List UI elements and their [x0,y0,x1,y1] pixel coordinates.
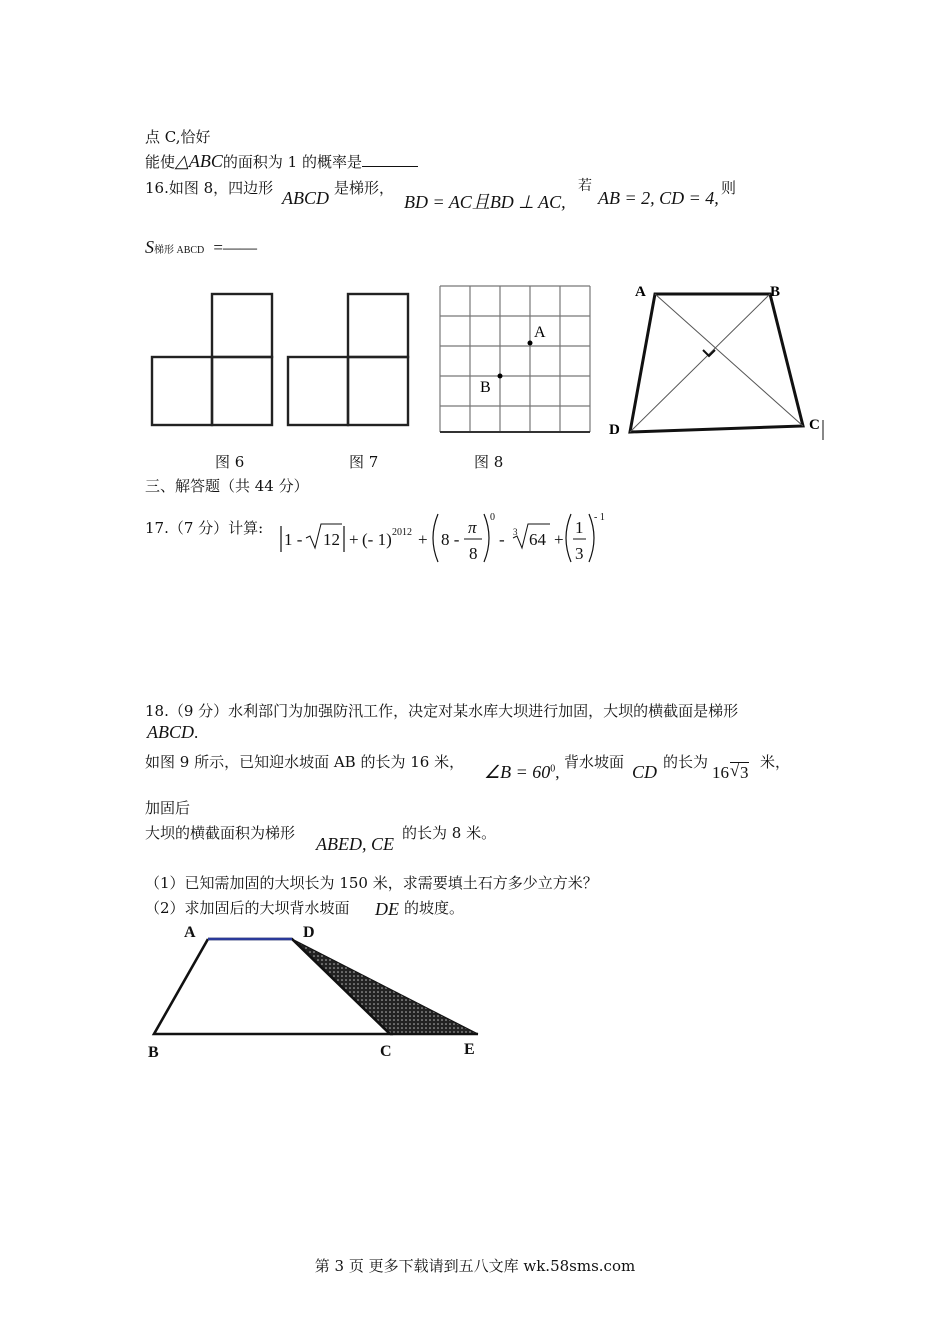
trap-label-a: A [635,284,646,300]
q17-pi: π [468,518,477,537]
q17-plus2: + [418,530,428,549]
q17-one: 1 [575,518,584,537]
q18-meter: 米， [760,753,791,771]
q17-expression [278,508,618,568]
dam-label-b: B [148,1044,159,1061]
q17-abs-one: 1 - [284,530,303,549]
fig7-caption: 图 7 [349,453,379,471]
area-subscript: 梯形 ABCD [154,245,205,256]
q16-is-trapezoid: 是梯形， [334,179,395,197]
q15-line1: 点 C,恰好 [145,128,211,146]
q16-prefix: 16.如图 8，四边形 [145,179,274,197]
q16-condition2: AB = 2, CD = 4, [598,188,719,208]
dam-label-c: C [380,1043,392,1060]
root3-digit: 3 [740,763,749,782]
dam-label-a: A [184,924,196,941]
grid-label-b: B [480,379,491,396]
angle-degree: 0 [550,763,556,775]
answer-blank [362,152,418,167]
area-equals-blank: =—— [213,238,257,257]
right-angle-mark [703,350,715,356]
figure-6 [140,285,280,430]
q18-line4-pre: 大坝的横截面积为梯形 [145,824,296,842]
dam-label-e: E [464,1041,475,1058]
q16-if: 若 [578,178,592,194]
sqrt-sign-icon: √ [730,761,740,780]
q18-de: DE [375,899,399,919]
angle-b: ∠B = 60 [484,762,551,782]
q18-line3: 加固后 [145,799,191,817]
q17-eight-minus: 8 - [441,530,460,549]
q18-length-value [712,762,749,783]
page-footer: 第 3 页 更多下载请到五八文库 wk.58sms.com [314,1257,636,1275]
trap-label-b: B [770,284,781,300]
q17-minus: - [499,530,505,549]
fig6-bottom-right-square [212,357,272,425]
figure-7 [280,285,420,430]
q16-abcd: ABCD [282,188,329,208]
fig6-top-square [212,294,272,357]
q18-sub2-pre: （2）求加固后的大坝背水坡面 [145,899,350,917]
trap-label-d: D [609,422,620,438]
q17-sixtyfour: 64 [529,530,546,549]
q17-den8: 8 [469,544,478,563]
q17-label: 17.（7 分）计算: [145,519,264,537]
q16-condition1: BD = AC且BD ⊥ AC, [404,192,566,212]
figure-8-grid [430,280,600,440]
q18-abcd-line [147,722,198,743]
reinforcement-fill [292,939,478,1034]
angle-comma: , [555,763,560,782]
trap-label-c: C [809,417,820,433]
dam-label-d: D [303,924,315,941]
q18-abed-ce: ABED, CE [316,834,394,854]
q18-sub1: （1）已知需加固的大坝长为 150 米，求需要填土石方多少立方米？ [145,874,598,892]
area-symbol: S [145,237,154,257]
trapezoid-figure [609,280,830,440]
q18-line4-post: 的长为 8 米。 [402,824,497,842]
q18-dot: . [194,723,199,742]
trapezoid-abcd [630,294,803,432]
q15-line2-pre: 能使 [145,153,176,171]
q17-three: 3 [575,544,584,563]
grid-label-a: A [534,324,546,341]
fig7-bottom-left-square [288,357,348,425]
fig6-bottom-left-square [152,357,212,425]
q18-line1: 18.（9 分）水利部门为加强防汛工作，决定对某水库大坝进行加固，大坝的横截面是梯形 [145,702,739,720]
q15-line2 [145,151,418,172]
q16-then: 则 [721,179,737,197]
value-sixteen: 16 [712,763,729,782]
q15-line2-post: 的面积为 1 的概率是 [222,153,362,171]
q18-angle [484,762,560,783]
grid-point-b [498,374,503,379]
fig7-bottom-right-square [348,357,408,425]
grid-point-a [528,341,533,346]
q16-area-formula [145,237,257,258]
fig8-caption: 图 8 [474,453,504,471]
fig6-caption: 图 6 [215,453,245,471]
q15-triangle: △ABC [175,151,223,171]
q17-plus1: + [349,530,359,549]
q17-exp-2012: 2012 [392,527,412,538]
q18-sub2-post: 的坡度。 [404,899,465,917]
q17-exp-zero: 0 [490,512,495,523]
q18-line2-pre: 如图 9 所示，已知迎水坡面 AB 的长为 16 米， [145,753,465,771]
q18-cd: CD [632,762,658,782]
q17-sqrt12: 12 [323,530,340,549]
q17-cuberoot-index: 3 [513,527,518,537]
q18-abcd: ABCD [147,722,194,742]
value-root3 [730,762,749,783]
q17-exp-neg-one: - 1 [594,512,605,523]
q18-line2-post: 的长为 [663,753,709,771]
fig7-top-square [348,294,408,357]
q17-plus3: + [554,530,564,549]
q17-neg-one: (- 1) [362,530,392,549]
section3-title: 三、解答题（共 44 分） [145,477,309,495]
q18-line2-mid: 背水坡面 [564,753,625,771]
diagonal-ac [655,294,803,426]
dam-figure [140,918,500,1068]
